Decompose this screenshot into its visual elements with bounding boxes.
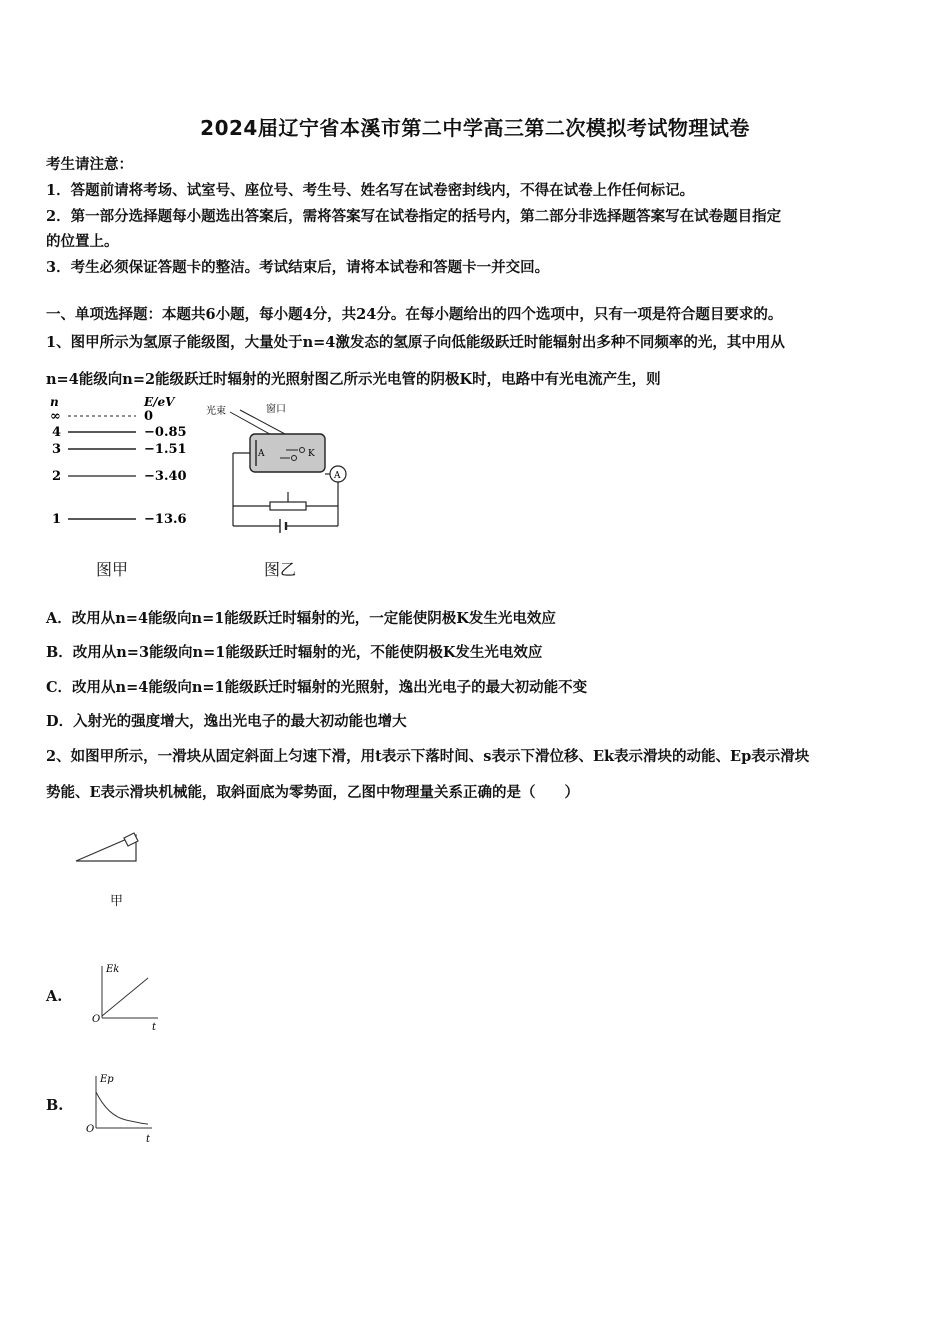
section-heading: 一、单项选择题：本题共6小题，每小题4分，共24分。在每小题给出的四个选项中，只有一项是符合题目要求的。 bbox=[46, 306, 783, 323]
notice-item-1: 1．答题前请将考场、试室号、座位号、考生号、姓名写在试卷密封线内，不得在试卷上作任何标记。 bbox=[46, 182, 695, 199]
x-axis-label: t bbox=[152, 1022, 157, 1033]
ammeter-label: A bbox=[334, 471, 341, 481]
light-beam-label: 光束 bbox=[206, 406, 226, 417]
anode-label: A bbox=[258, 449, 265, 459]
q1-option-c: C．改用从n=4能级向n=1能级跃迁时辐射的光照射，逸出光电子的最大初动能不变 bbox=[46, 679, 588, 696]
notice-item-2-cont: 的位置上。 bbox=[46, 233, 119, 250]
y-axis-label: Ep bbox=[100, 1074, 114, 1085]
level-n-3: 3 bbox=[52, 442, 62, 457]
level-n-1: 1 bbox=[52, 512, 62, 527]
level-e-2: −3.40 bbox=[144, 469, 187, 484]
level-n-inf: ∞ bbox=[50, 409, 61, 424]
level-n-2: 2 bbox=[52, 469, 62, 484]
level-e-3: −1.51 bbox=[144, 442, 187, 457]
cathode-label: K bbox=[308, 449, 315, 459]
origin-label: O bbox=[86, 1124, 95, 1135]
notice-heading: 考生请注意： bbox=[46, 156, 133, 173]
level-n-4: 4 bbox=[52, 425, 62, 440]
q2-option-a-label: A. bbox=[46, 988, 63, 1005]
incline-caption: 甲 bbox=[110, 894, 124, 909]
ek-line bbox=[102, 978, 148, 1016]
n-axis-label: n bbox=[50, 395, 59, 409]
fig-jia-caption: 图甲 bbox=[96, 560, 129, 579]
energy-level-diagram bbox=[44, 392, 194, 532]
q1-option-b: B．改用从n=3能级向n=1能级跃迁时辐射的光，不能使阴极K发生光电效应 bbox=[46, 644, 543, 661]
origin-label: O bbox=[92, 1014, 101, 1025]
photocell-circuit-diagram bbox=[200, 398, 350, 533]
q2-stem-line1: 2、如图甲所示，一滑块从固定斜面上匀速下滑，用t表示下落时间、s表示下滑位移、Ek表示滑块的动能、Ep表示滑块 bbox=[46, 748, 810, 765]
incline-diagram bbox=[70, 825, 145, 870]
window-label: 窗口 bbox=[266, 404, 286, 415]
q2-option-b-label: B. bbox=[46, 1097, 64, 1114]
level-e-4: −0.85 bbox=[144, 425, 187, 440]
q2-stem-line2: 势能、E表示滑块机械能，取斜面底为零势面，乙图中物理量关系正确的是（ ） bbox=[46, 784, 580, 801]
q1-stem-line2: n=4能级向n=2能级跃迁时辐射的光照射图乙所示光电管的阴极K时，电路中有光电流产生，则 bbox=[46, 371, 661, 388]
ep-curve bbox=[96, 1092, 148, 1124]
y-axis-label: Ek bbox=[106, 964, 120, 975]
q2-option-a-graph bbox=[86, 958, 166, 1033]
x-axis-label: t bbox=[146, 1134, 151, 1145]
level-e-1: −13.6 bbox=[144, 512, 187, 527]
e-axis-label: E/eV bbox=[144, 395, 175, 409]
fig-yi-caption: 图乙 bbox=[264, 560, 297, 579]
q2-option-b-graph bbox=[80, 1070, 160, 1145]
q1-option-a: A．改用从n=4能级向n=1能级跃迁时辐射的光，一定能使阴极K发生光电效应 bbox=[46, 610, 556, 627]
notice-item-3: 3．考生必须保证答题卡的整洁。考试结束后，请将本试卷和答题卡一并交回。 bbox=[46, 259, 550, 276]
q1-stem-line1: 1、图甲所示为氢原子能级图，大量处于n=4激发态的氢原子向低能级跃迁时能辐射出多种不同频率的光，其中用从 bbox=[46, 334, 785, 351]
level-e-inf: 0 bbox=[144, 409, 154, 424]
notice-item-2: 2．第一部分选择题每小题选出答案后，需将答案写在试卷指定的括号内，第二部分非选择题答案写在试卷题目指定 bbox=[46, 208, 782, 225]
page-title: 2024届辽宁省本溪市第二中学高三第二次模拟考试物理试卷 bbox=[200, 116, 750, 140]
rheostat bbox=[270, 502, 306, 510]
q1-option-d: D．入射光的强度增大，逸出光电子的最大初动能也增大 bbox=[46, 713, 407, 730]
